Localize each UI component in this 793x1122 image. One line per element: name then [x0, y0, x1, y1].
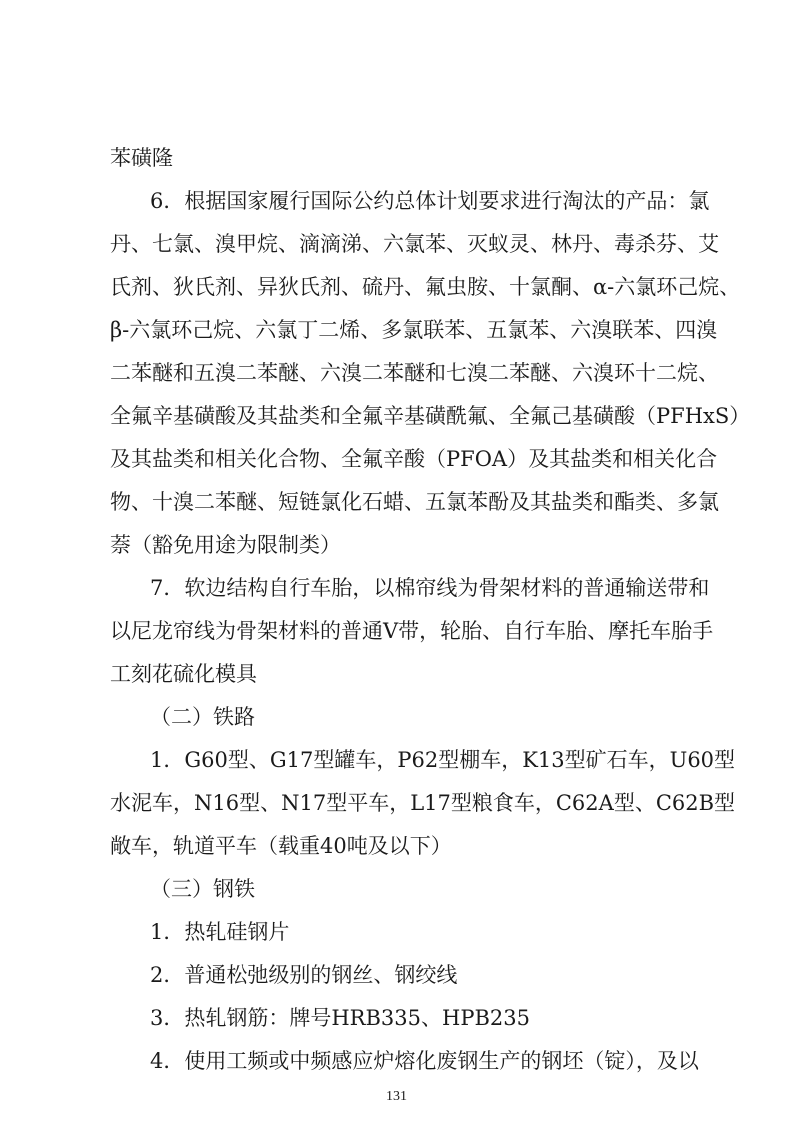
- text-line: 1．热轧硅钢片: [150, 920, 290, 944]
- text-line: 水泥车，N16型、N17型平车，L17型粮食车，C62A型、C62B型: [110, 791, 736, 815]
- text-line: 物、十溴二苯醚、短链氯化石蜡、五氯苯酚及其盐类和酯类、多氯: [110, 490, 719, 514]
- text-line: β-六氯环己烷、六氯丁二烯、多氯联苯、五氯苯、六溴联苯、四溴: [110, 318, 718, 342]
- text-line: 2．普通松弛级别的钢丝、钢绞线: [150, 963, 458, 987]
- section-heading: （二）铁路: [150, 705, 255, 729]
- text-line: 二苯醚和五溴二苯醚、六溴二苯醚和七溴二苯醚、六溴环十二烷、: [110, 361, 719, 385]
- text-line: 氏剂、狄氏剂、异狄氏剂、硫丹、氟虫胺、十氯酮、α-六氯环己烷、: [110, 275, 741, 299]
- text-line: 7．软边结构自行车胎，以棉帘线为骨架材料的普通输送带和: [150, 576, 710, 600]
- text-line: 1．G60型、G17型罐车，P62型棚车，K13型矿石车，U60型: [150, 748, 736, 772]
- text-line: 4．使用工频或中频感应炉熔化废钢生产的钢坯（锭），及以: [150, 1049, 699, 1073]
- section-heading: （三）钢铁: [150, 877, 255, 901]
- text-line: 以尼龙帘线为骨架材料的普通V带，轮胎、自行车胎、摩托车胎手: [110, 619, 714, 643]
- text-line: 3．热轧钢筋：牌号HRB335、HPB235: [150, 1006, 530, 1030]
- text-line: 全氟辛基磺酸及其盐类和全氟辛基磺酰氟、全氟己基磺酸（PFHxS）: [110, 404, 751, 428]
- text-line: 苯磺隆: [110, 146, 173, 170]
- text-line: 工刻花硫化模具: [110, 662, 257, 686]
- text-line: 敞车，轨道平车（载重40吨及以下）: [110, 834, 452, 858]
- text-line: 及其盐类和相关化合物、全氟辛酸（PFOA）及其盐类和相关化合: [110, 447, 718, 471]
- text-line: 6．根据国家履行国际公约总体计划要求进行淘汰的产品：氯: [150, 189, 710, 213]
- page-number: 131: [386, 1089, 407, 1104]
- text-line: 丹、七氯、溴甲烷、滴滴涕、六氯苯、灭蚁灵、林丹、毒杀芬、艾: [110, 232, 719, 256]
- text-line: 萘（豁免用途为限制类）: [110, 533, 341, 557]
